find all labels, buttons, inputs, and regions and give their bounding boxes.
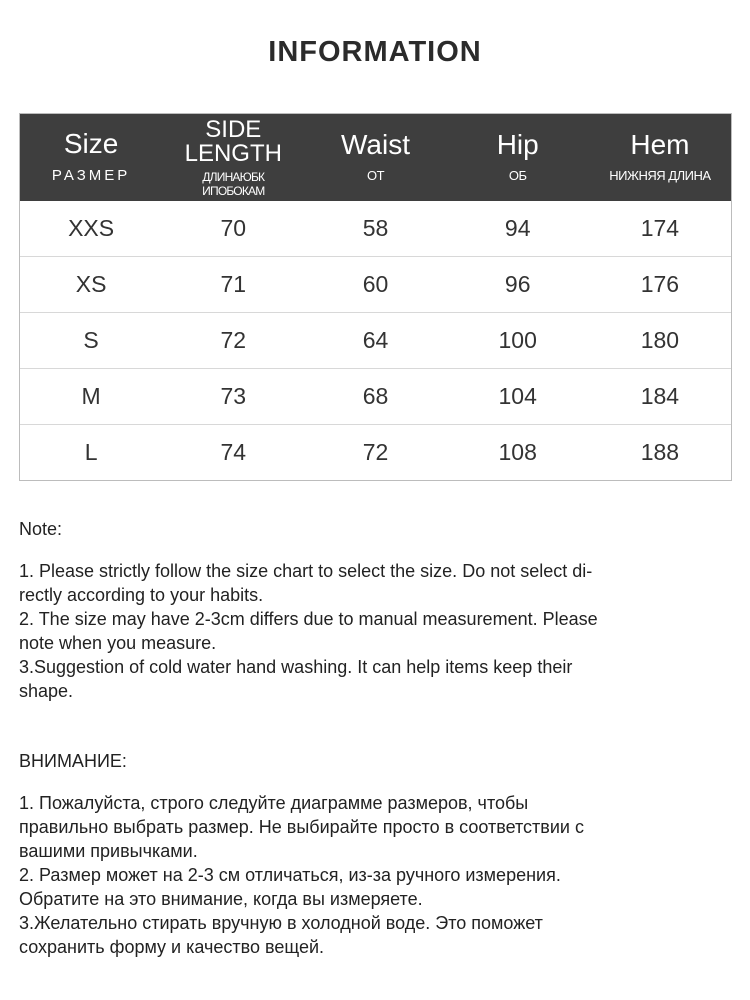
header-label: SIDE LENGTH	[184, 115, 282, 167]
cell-hem: 188	[640, 439, 680, 465]
cell-hem: 180	[640, 327, 680, 353]
note-line: shape.	[19, 681, 74, 701]
cell-size: M	[81, 383, 101, 409]
note-line: сохранить форму и качество вещей.	[19, 937, 325, 957]
note-line: 1. Please strictly follow the size chart to select the size. Do not select di-	[19, 561, 593, 581]
header-hem	[589, 114, 731, 201]
header-sublabel: ОТ	[366, 168, 385, 183]
note-line: Обратите на это внимание, когда вы измеряете.	[19, 889, 423, 909]
cell-hem: 174	[640, 215, 680, 241]
cell-size: S	[83, 327, 99, 353]
table-row	[20, 312, 731, 368]
cell-hip: 108	[498, 439, 537, 465]
note-line: 2. Размер может на 2-3 см отличаться, из-за ручного измерения.	[19, 865, 561, 885]
note-heading-en: Note:	[19, 519, 63, 539]
header-sublabel: РАЗМЕР	[51, 167, 131, 184]
cell-side-length: 74	[220, 439, 247, 465]
note-line: rectly according to your habits.	[19, 585, 264, 605]
cell-hem: 184	[640, 383, 680, 409]
cell-hip: 94	[504, 215, 531, 241]
cell-waist: 58	[362, 215, 389, 241]
cell-side-length: 72	[220, 327, 247, 353]
header-label: Hip	[496, 129, 539, 160]
note-heading-ru: ВНИМАНИЕ:	[19, 751, 127, 771]
note-line: 1. Пожалуйста, строго следуйте диаграмме размеров, чтобы	[19, 793, 529, 813]
header-sublabel: ОБ	[508, 168, 527, 183]
cell-waist: 60	[362, 271, 389, 297]
cell-waist: 64	[362, 327, 389, 353]
header-sublabel: НИЖНЯЯ ДЛИНА	[609, 168, 711, 183]
cell-side-length: 71	[220, 271, 247, 297]
header-size	[20, 114, 162, 201]
note-line: 3.Suggestion of cold water hand washing. It can help items keep their	[19, 657, 573, 677]
note-line: правильно выбрать размер. Не выбирайте просто в соответствии с	[19, 817, 584, 837]
cell-waist: 68	[362, 383, 389, 409]
note-line: note when you measure.	[19, 633, 217, 653]
note-line: 2. The size may have 2-3cm differs due to manual measurement. Please	[19, 609, 598, 629]
header-waist	[304, 114, 446, 201]
cell-size: XXS	[68, 215, 115, 241]
table-header	[20, 114, 731, 201]
size-chart-table	[19, 113, 732, 481]
cell-size: XS	[75, 271, 107, 297]
cell-side-length: 70	[220, 215, 247, 241]
page-title: INFORMATION	[268, 36, 482, 68]
header-side-length	[162, 114, 304, 201]
note-line: 3.Желательно стирать вручную в холодной воде. Это поможет	[19, 913, 543, 933]
cell-size: L	[84, 439, 98, 465]
cell-hem: 176	[640, 271, 680, 297]
table-row	[20, 424, 731, 480]
header-label: Hem	[630, 129, 690, 160]
table-row	[20, 256, 731, 312]
cell-waist: 72	[362, 439, 389, 465]
header-label: Waist	[341, 129, 410, 160]
header-sublabel: ДЛИНАЮБК ИПОБОКАМ	[202, 169, 265, 198]
notes-section	[19, 517, 719, 959]
cell-hip: 96	[504, 271, 531, 297]
table-row	[20, 368, 731, 424]
note-line: вашими привычками.	[19, 841, 198, 861]
header-label: Size	[63, 128, 119, 159]
cell-hip: 104	[498, 383, 537, 409]
header-hip	[447, 114, 589, 201]
table-body	[20, 201, 731, 480]
cell-hip: 100	[498, 327, 537, 353]
table-row	[20, 201, 731, 256]
cell-side-length: 73	[220, 383, 247, 409]
